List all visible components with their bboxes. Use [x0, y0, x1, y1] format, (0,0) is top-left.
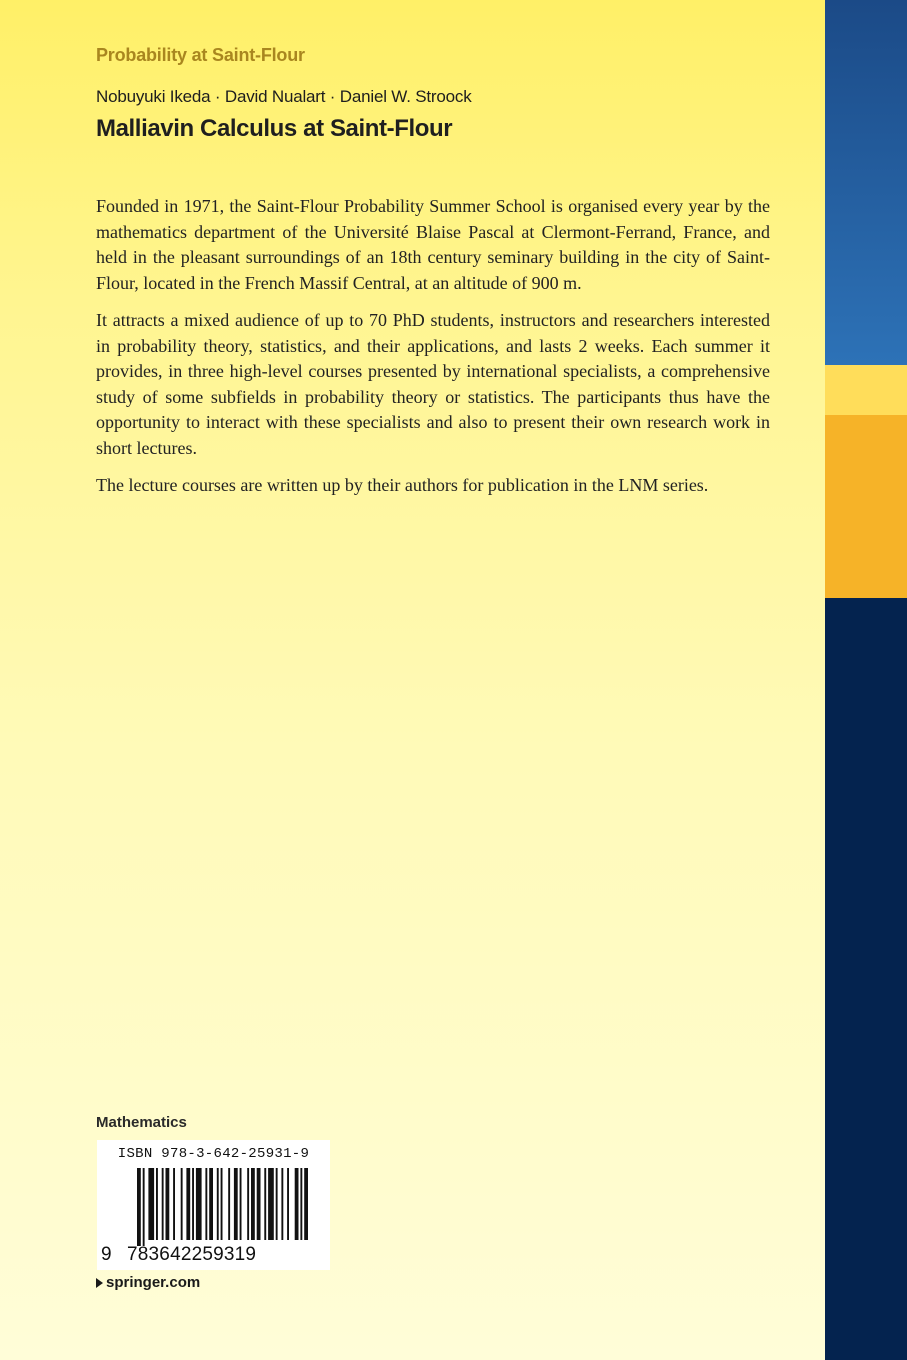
barcode-bar [166, 1168, 170, 1240]
ean-lead-digit: 9 [101, 1244, 112, 1265]
barcode-bar [186, 1168, 190, 1240]
isbn-text: ISBN 978-3-642-25931-9 [117, 1146, 310, 1162]
spine-color-band [825, 0, 907, 1360]
barcode-bar [148, 1168, 154, 1240]
barcode-bar [281, 1168, 283, 1240]
barcode-bar [234, 1168, 238, 1240]
barcode-bar [264, 1168, 266, 1240]
barcode-bar [217, 1168, 219, 1240]
barcode-bar [295, 1168, 299, 1240]
barcode-bar [173, 1168, 175, 1240]
ean-digits: 783642259319 [127, 1244, 257, 1265]
barcode-bars [97, 1168, 330, 1246]
barcode-bar [228, 1168, 230, 1240]
band-orange [825, 415, 907, 598]
band-navy [825, 598, 907, 1360]
barcode-bar [196, 1168, 202, 1240]
book-title: Malliavin Calculus at Saint-Flour [96, 115, 453, 142]
author-list: Nobuyuki Ikeda · David Nualart · Daniel W. Stroock [96, 87, 472, 106]
band-light-yellow [825, 365, 907, 415]
back-cover-blurb [96, 194, 770, 511]
barcode-bar [221, 1168, 223, 1240]
series-title: Probability at Saint-Flour [96, 45, 305, 65]
barcode-bar [251, 1168, 255, 1240]
blurb-paragraph: Founded in 1971, the Saint-Flour Probability Summer School is organised every year by the mathematics department of the Université Blaise Pascal at Clermont-Ferrand, France, and held in the pleasant surroundings of an 18th century seminary building in the city of Saint-Flour, located in the French Massif Central, at an altitude of 900 m. [96, 196, 770, 293]
blurb-paragraph: It attracts a mixed audience of up to 70 PhD students, instructors and researchers interested in probability theory, statistics, and their applications, and lasts 2 weeks. Each summer it provides, in three high-level courses presented by international specialists, a comprehensive study of some subfields in probability theory or statistics. The participants thus have the opportunity to interact with these specialists and also to present their own research work in short lectures. [96, 310, 770, 458]
publisher-website[interactable] [96, 1274, 200, 1291]
barcode-bar [276, 1168, 278, 1240]
barcode-bar [268, 1168, 274, 1240]
barcode-bar [304, 1168, 308, 1240]
subject-label: Mathematics [96, 1114, 187, 1131]
arrow-right-icon [96, 1278, 103, 1288]
barcode-bar [240, 1168, 242, 1240]
barcode-bar [247, 1168, 249, 1240]
website-label: springer.com [106, 1274, 201, 1291]
isbn-barcode [97, 1140, 330, 1270]
barcode-bar [287, 1168, 289, 1240]
band-blue [825, 0, 907, 365]
barcode-bar [257, 1168, 261, 1240]
barcode-bar [300, 1168, 302, 1240]
barcode-bar [181, 1168, 183, 1240]
barcode-bar [137, 1168, 141, 1246]
barcode-bar [162, 1168, 164, 1240]
barcode-bar [143, 1168, 145, 1246]
blurb-paragraph: The lecture courses are written up by their authors for publication in the LNM series. [96, 475, 709, 495]
barcode-bar [209, 1168, 213, 1240]
barcode-bar [205, 1168, 207, 1240]
barcode-bar [192, 1168, 194, 1240]
barcode-bar [156, 1168, 158, 1240]
